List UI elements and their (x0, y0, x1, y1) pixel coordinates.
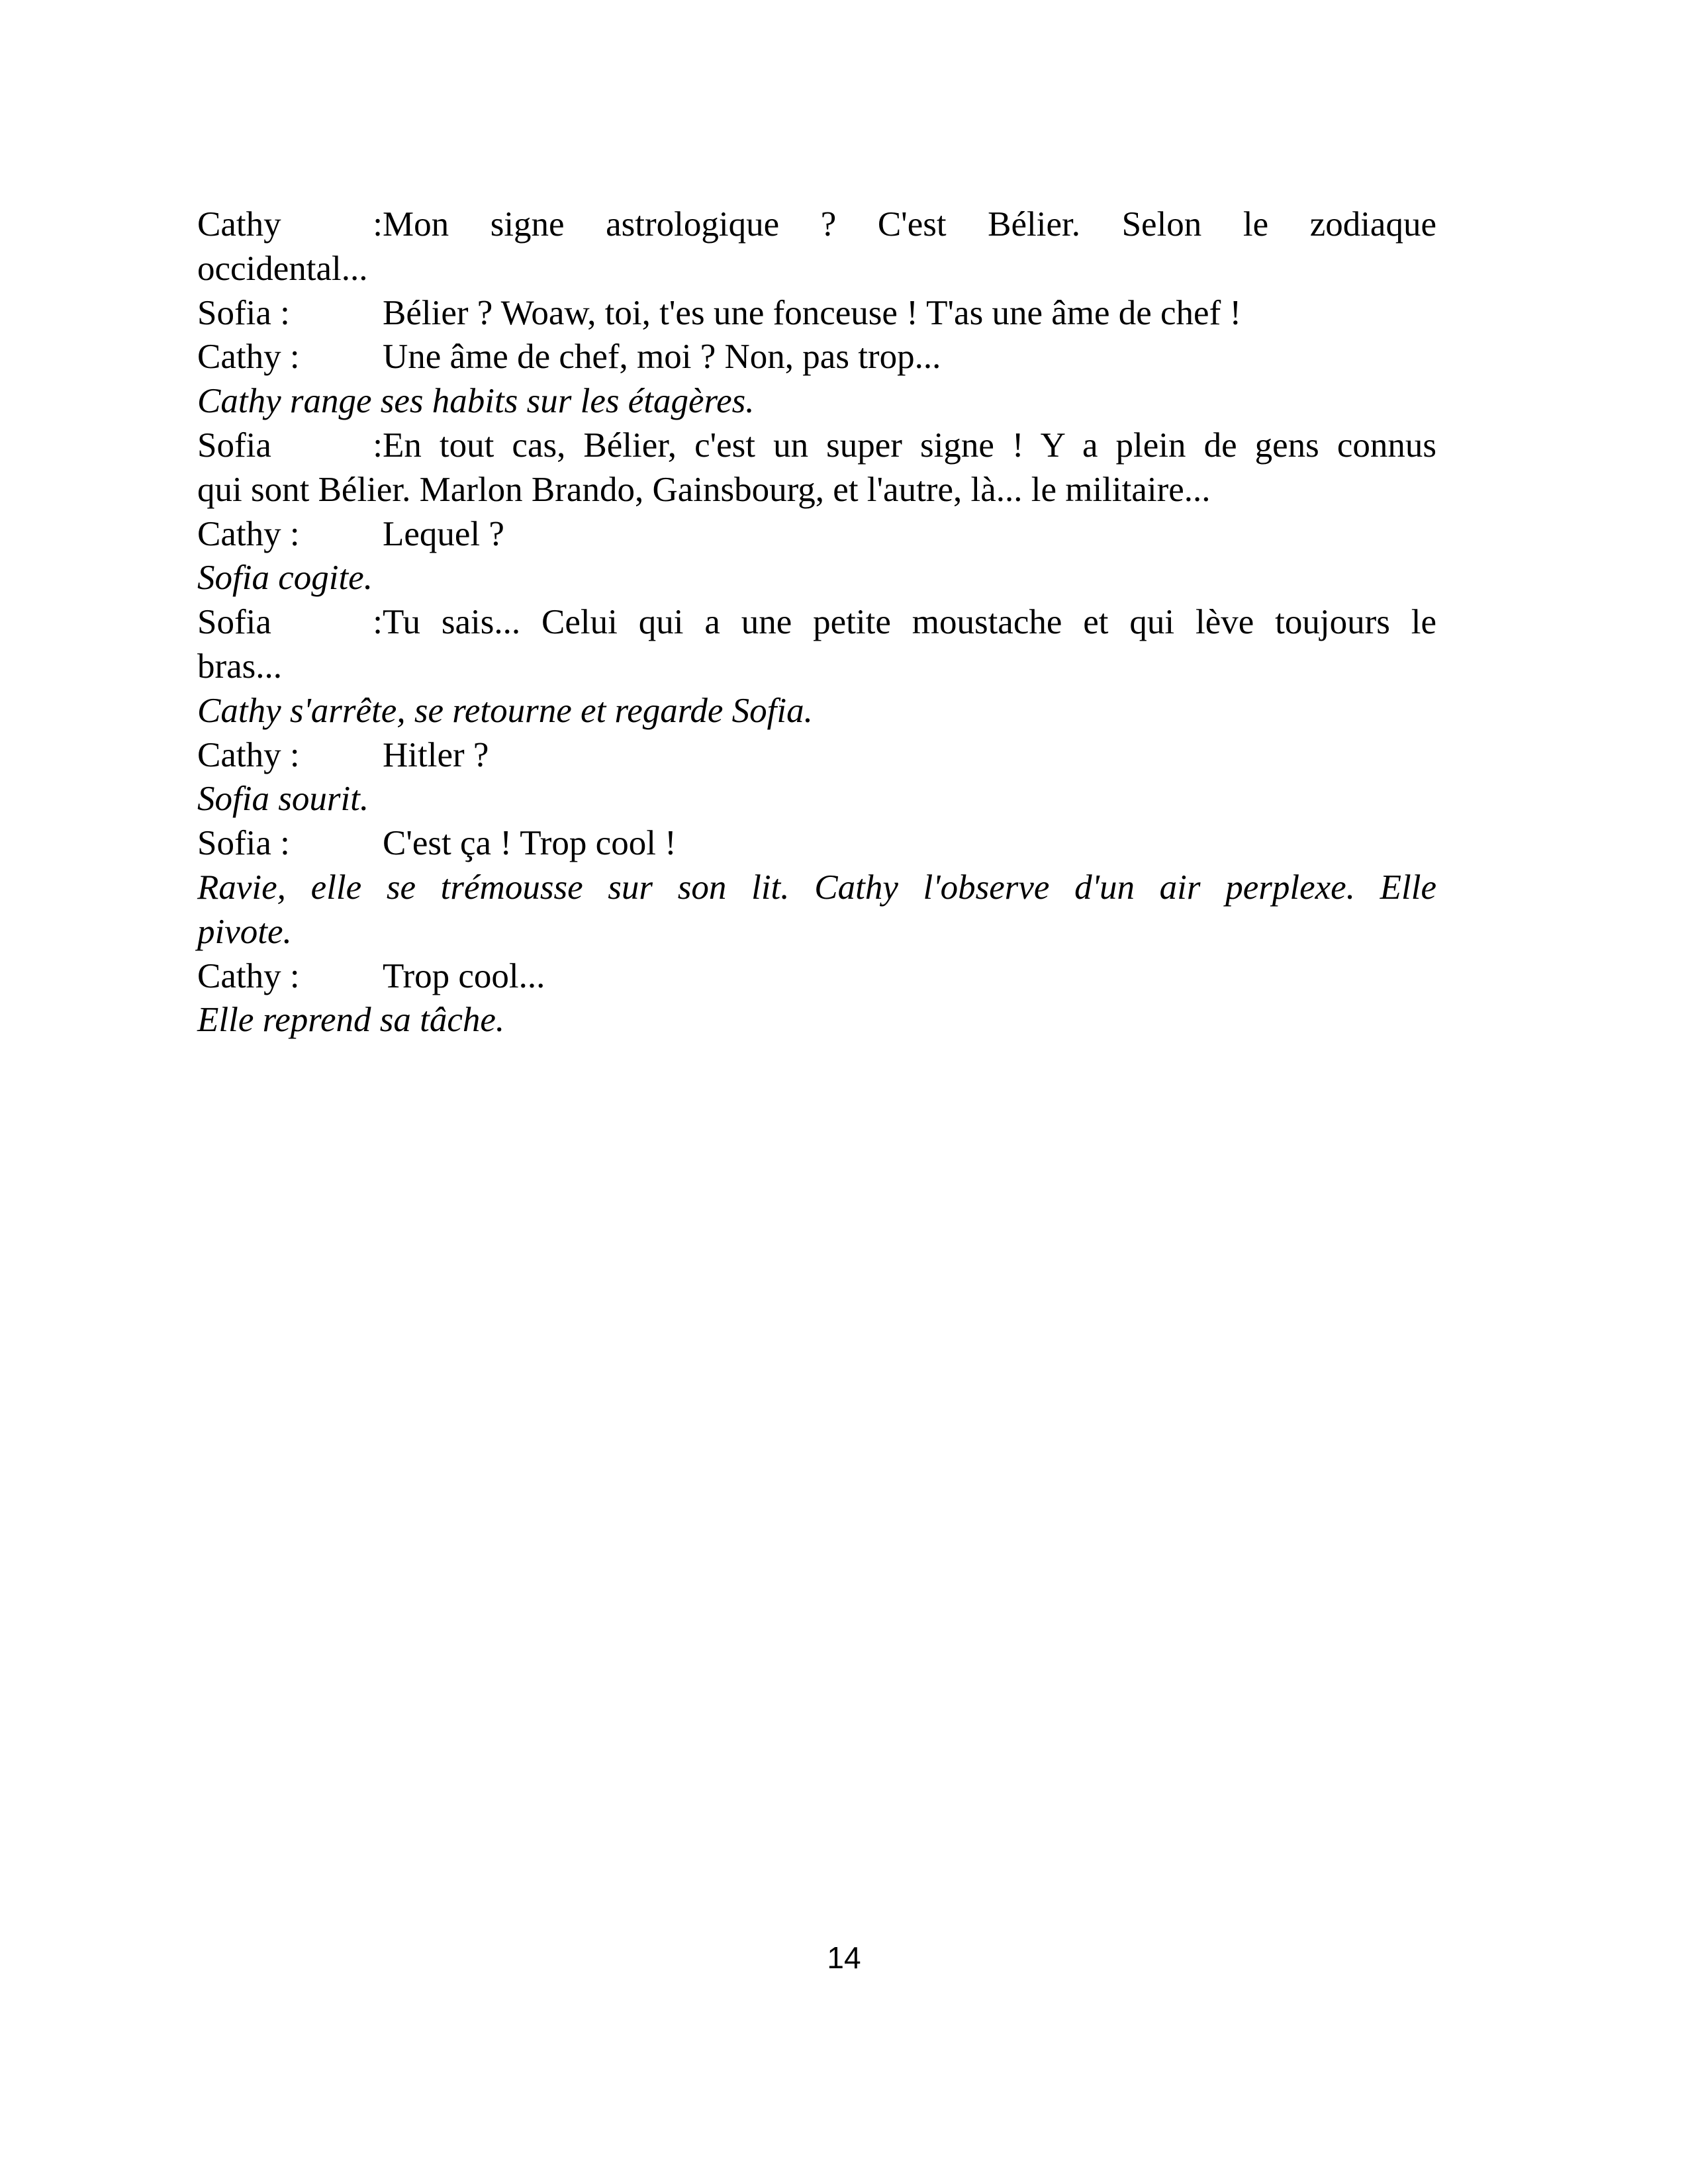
dialogue-line (197, 512, 1436, 557)
stage-direction-line (197, 910, 1436, 954)
line-text: Cathy range ses habits sur les étagères. (197, 382, 755, 421)
dialogue-line (197, 821, 1436, 866)
stage-direction-line (197, 556, 1436, 600)
speaker-label: Sofia : (197, 426, 383, 465)
stage-direction-line (197, 777, 1436, 821)
stage-direction-line (197, 689, 1436, 733)
line-text: occidental... (197, 249, 368, 288)
stage-direction-line (197, 379, 1436, 424)
speaker-label: Cathy : (197, 956, 300, 995)
dialogue-line (197, 335, 1436, 379)
speaker-label: Cathy : (197, 514, 300, 553)
dialogue-line (197, 600, 1436, 645)
dialogue-line (197, 954, 1436, 999)
line-text: pivote. (197, 912, 292, 951)
dialogue-line (197, 203, 1436, 247)
line-text: Cathy s'arrête, se retourne et regarde Sofia. (197, 691, 813, 730)
line-text: Elle reprend sa tâche. (197, 1001, 505, 1040)
page-number: 14 (827, 1940, 861, 1975)
dialogue-line (197, 424, 1436, 468)
line-text: Mon signe astrologique ? C'est Bélier. Selon le zodiaque (383, 205, 1436, 244)
dialogue-line (197, 733, 1436, 778)
dialogue-line (197, 291, 1436, 336)
line-text: Sofia cogite. (197, 559, 373, 598)
line-text: Trop cool... (383, 956, 545, 995)
line-text: Une âme de chef, moi ? Non, pas trop... (383, 338, 941, 377)
line-text: bras... (197, 647, 283, 686)
continuation-line (197, 468, 1436, 512)
line-text: qui sont Bélier. Marlon Brando, Gainsbourg, et l'autre, là... le militaire... (197, 470, 1211, 509)
speaker-label: Sofia : (197, 824, 290, 863)
continuation-line (197, 247, 1436, 291)
line-text: Sofia sourit. (197, 780, 369, 819)
line-text: Lequel ? (383, 514, 504, 553)
speaker-label: Sofia : (197, 293, 290, 332)
stage-direction-line (197, 998, 1436, 1042)
speaker-label: Cathy : (197, 735, 300, 774)
line-text: En tout cas, Bélier, c'est un super signe ! Y a plein de gens connus (383, 426, 1436, 465)
speaker-label: Sofia : (197, 603, 383, 642)
stage-direction-line (197, 866, 1436, 910)
line-text: C'est ça ! Trop cool ! (383, 824, 677, 863)
line-text: Hitler ? (383, 735, 489, 774)
line-text: Ravie, elle se trémousse sur son lit. Cathy l'observe d'un air perplexe. Elle (197, 868, 1436, 907)
continuation-line (197, 645, 1436, 689)
script-text-block (197, 203, 1436, 1042)
line-text: Bélier ? Woaw, toi, t'es une fonceuse ! T'as une âme de chef ! (383, 293, 1242, 332)
line-text: Tu sais... Celui qui a une petite moustache et qui lève toujours le (383, 603, 1436, 642)
speaker-label: Cathy : (197, 205, 383, 244)
speaker-label: Cathy : (197, 338, 300, 377)
